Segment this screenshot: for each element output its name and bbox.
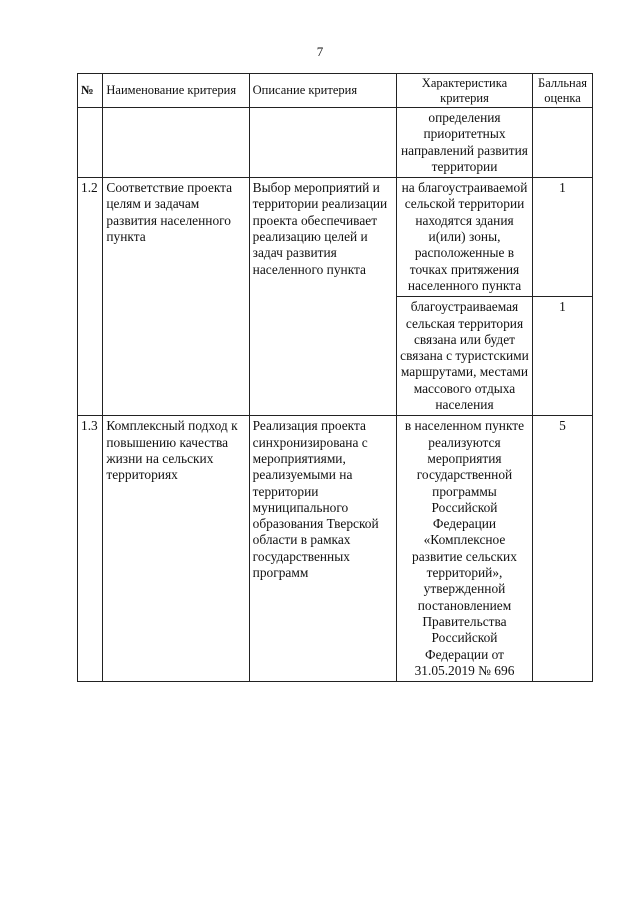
header-criterion-description: Описание критерия — [249, 74, 396, 108]
criteria-table — [77, 73, 593, 682]
criterion-score: 1 — [533, 297, 593, 416]
table-header-row — [78, 74, 593, 108]
criterion-name — [103, 108, 249, 178]
row-number: 1.3 — [78, 416, 103, 682]
criterion-characteristic: благоустраиваемая сельская территория связана или будет связана с туристскими маршрутами, местами массового отдыха населения — [396, 297, 532, 416]
page-number: 7 — [316, 44, 324, 59]
criterion-score — [533, 108, 593, 178]
criterion-description: Реализация проекта синхронизирована с мероприятиями, реализуемыми на территории муниципального образования Тверской области в рамках государственных программ — [249, 416, 396, 682]
criterion-description — [249, 108, 396, 178]
criterion-characteristic: определения приоритетных направлений развития территории — [396, 108, 532, 178]
row-number: 1.2 — [78, 178, 103, 416]
header-criterion-characteristic: Характеристика критерия — [396, 74, 532, 108]
criterion-characteristic: на благоустраиваемой сельской территории находятся здания и(или) зоны, расположенные в точках притяжения населенного пункта — [396, 178, 532, 297]
criterion-name: Комплексный подход к повышению качества жизни на сельских территориях — [103, 416, 249, 682]
criterion-score: 1 — [533, 178, 593, 297]
criterion-name: Соответствие проекта целям и задачам развития населенного пункта — [103, 178, 249, 416]
header-score: Балльная оценка — [533, 74, 593, 108]
criterion-characteristic: в населенном пункте реализуются мероприятия государственной программы Российской Федерации «Комплексное развитие сельских территорий», утвержденной постановлением Правительства Российской Федерации от 31.05.2019 № 696 — [396, 416, 532, 682]
table-row — [78, 178, 593, 297]
criterion-score: 5 — [533, 416, 593, 682]
criterion-description: Выбор мероприятий и территории реализации проекта обеспечивает реализацию целей и задач развития населенного пункта — [249, 178, 396, 416]
table-row — [78, 416, 593, 682]
header-number: № — [78, 74, 103, 108]
header-criterion-name: Наименование критерия — [103, 74, 249, 108]
row-number — [78, 108, 103, 178]
table-row — [78, 108, 593, 178]
